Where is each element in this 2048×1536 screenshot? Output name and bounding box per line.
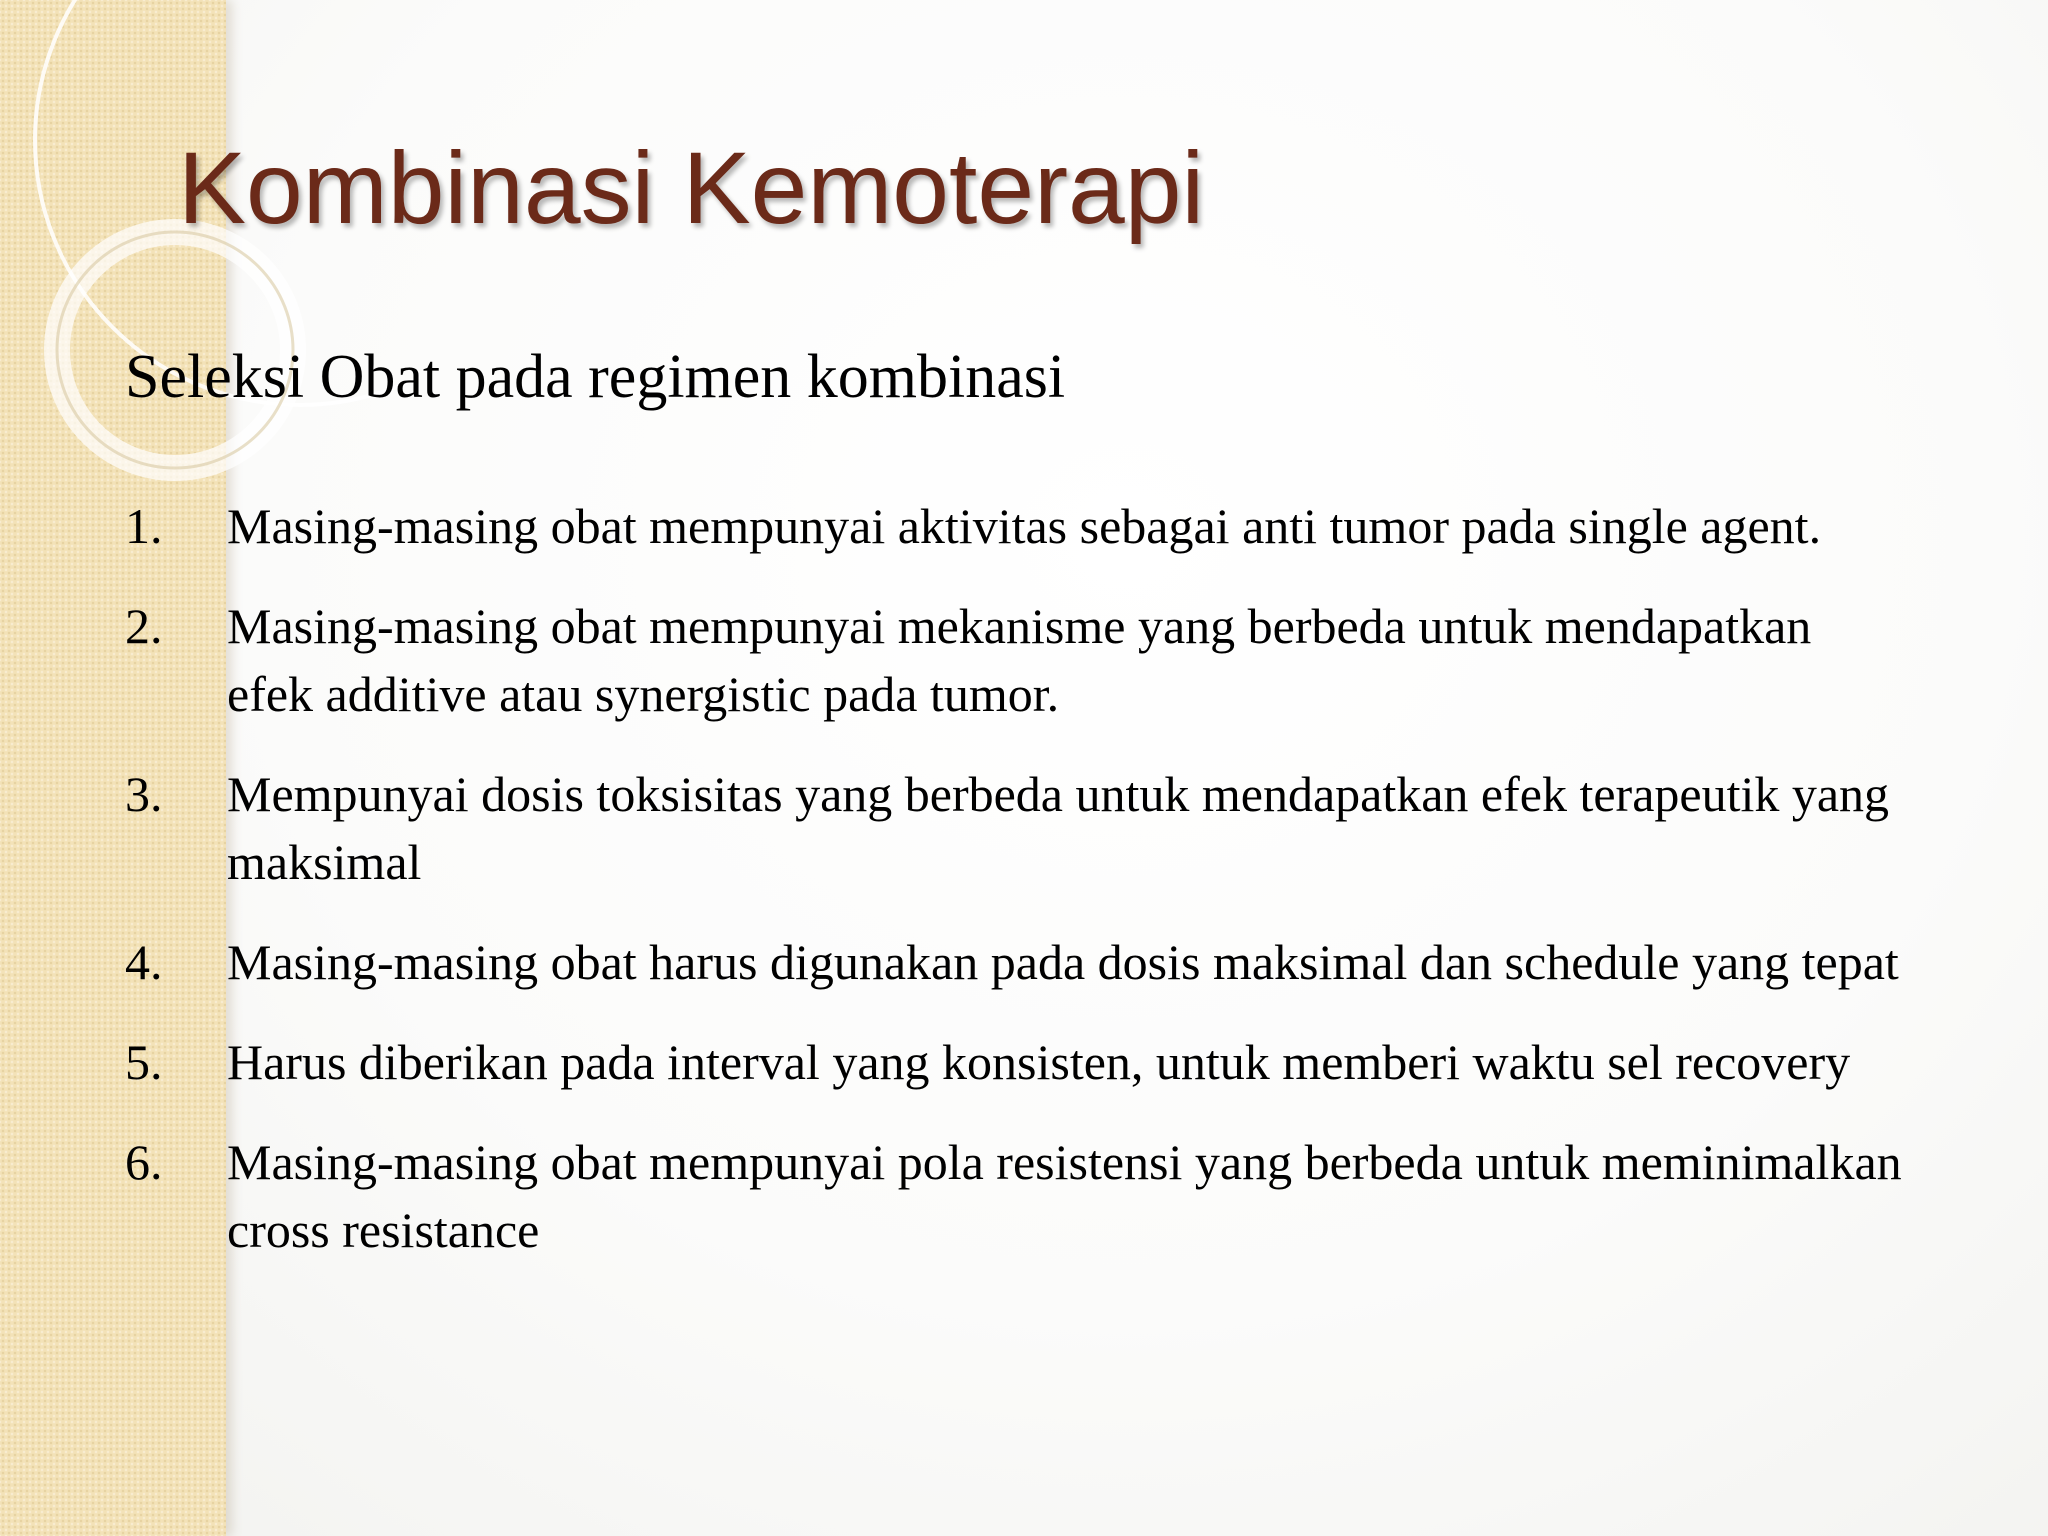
list-item <box>125 928 1925 996</box>
list-item <box>125 1128 1925 1264</box>
list-item-number: 5. <box>125 1034 163 1090</box>
list-item-number: 2. <box>125 598 163 654</box>
criteria-list <box>125 492 1925 1296</box>
decorative-circles <box>0 0 420 560</box>
list-item-text: Mempunyai dosis toksisitas yang berbeda untuk mendapatkan efek terapeutik yang maksimal <box>227 766 1890 890</box>
list-item-number: 4. <box>125 934 163 990</box>
list-item-text: Harus diberikan pada interval yang konsisten, untuk memberi waktu sel recovery <box>227 1034 1851 1090</box>
list-item <box>125 492 1925 560</box>
list-item-number: 1. <box>125 498 163 554</box>
list-item <box>125 592 1925 728</box>
list-item-text: Masing-masing obat mempunyai aktivitas sebagai anti tumor pada single agent. <box>227 498 1822 554</box>
list-item-text: Masing-masing obat mempunyai pola resistensi yang berbeda untuk meminimalkan cross resistance <box>227 1134 1902 1258</box>
list-item-text: Masing-masing obat mempunyai mekanisme yang berbeda untuk mendapatkan efek additive atau synergistic pada tumor. <box>227 598 1812 722</box>
list-item-text: Masing-masing obat harus digunakan pada dosis maksimal dan schedule yang tepat <box>227 934 1899 990</box>
slide-title: Kombinasi Kemoterapi <box>178 131 1205 245</box>
list-item <box>125 1028 1925 1096</box>
slide-subtitle: Seleksi Obat pada regimen kombinasi <box>125 343 1066 411</box>
list-item <box>125 760 1925 896</box>
list-item-number: 6. <box>125 1134 163 1190</box>
list-item-number: 3. <box>125 766 163 822</box>
